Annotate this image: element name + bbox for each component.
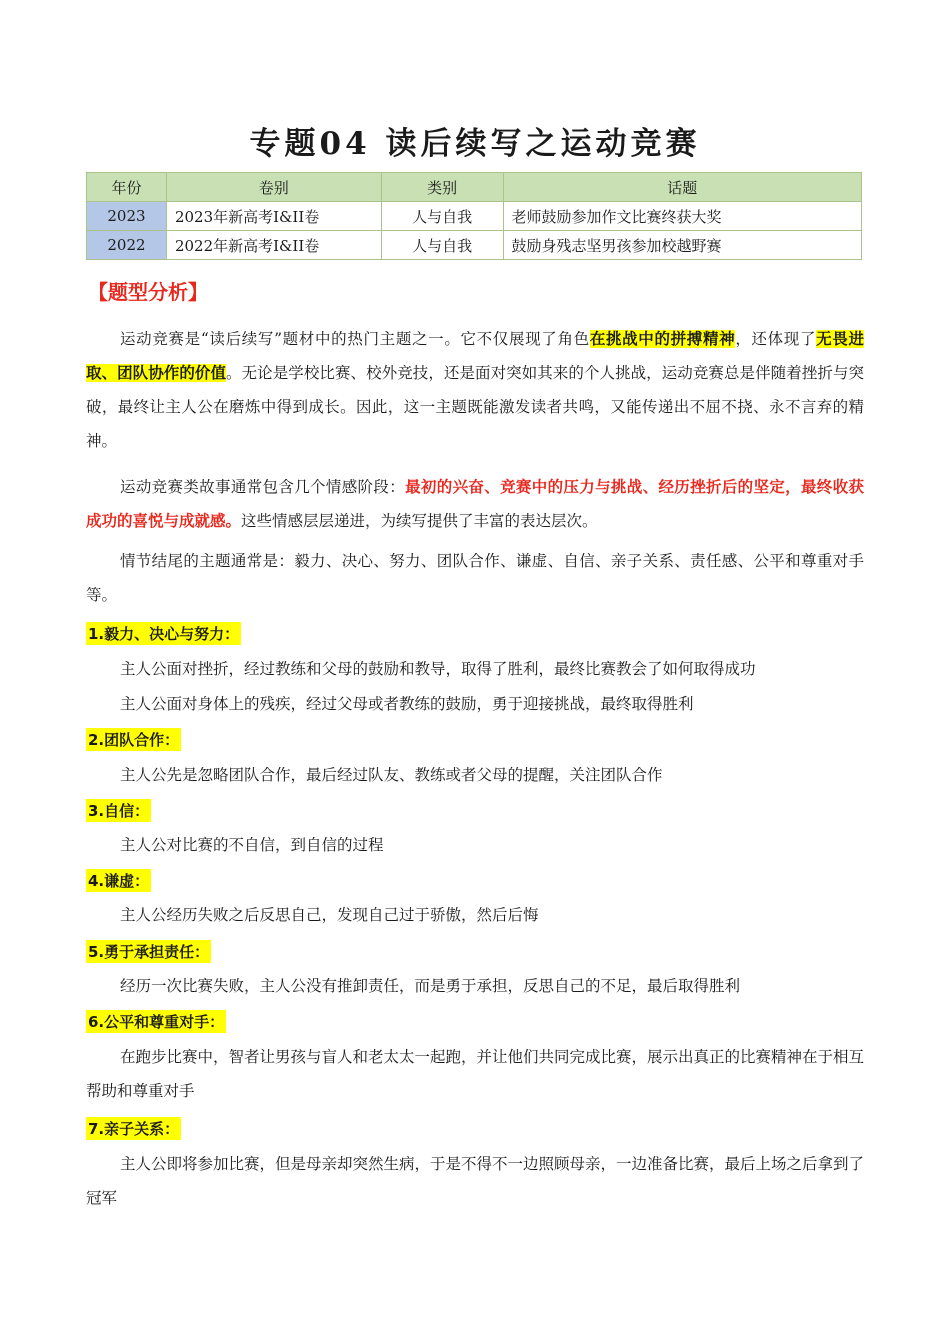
table-row	[87, 202, 862, 231]
emotion-paragraph	[86, 470, 864, 538]
table-cell-category: 人与自我	[381, 202, 503, 231]
theme-heading: 3.自信：	[86, 799, 151, 822]
table-cell-year: 2022	[87, 231, 167, 260]
table-header-row	[87, 173, 862, 202]
theme-line: 主人公对比赛的不自信，到自信的过程	[120, 836, 384, 854]
exam-topic-table	[86, 172, 862, 260]
table-header: 卷别	[166, 173, 381, 202]
table-cell-topic: 鼓励身残志坚男孩参加校越野赛	[503, 231, 861, 260]
theme-line: 在跑步比赛中，智者让男孩与盲人和老太太一起跑，并让他们共同完成比赛，展示出真正的比赛精神在于相互帮助和尊重对手	[86, 1048, 865, 1100]
theme-line: 主人公面对挫折，经过教练和父母的鼓励和教导，取得了胜利，最终比赛教会了如何取得成功	[120, 660, 756, 678]
section-heading: 【题型分析】	[88, 280, 208, 304]
intro-text: ，还体现了	[735, 330, 817, 348]
theme-heading: 1.毅力、决心与努力：	[86, 622, 241, 645]
theme-heading: 5.勇于承担责任：	[86, 940, 211, 963]
table-header: 年份	[87, 173, 167, 202]
emotion-text: 这些情感层层递进，为续写提供了丰富的表达层次。	[241, 512, 598, 530]
theme-heading: 2.团队合作：	[86, 728, 181, 751]
intro-text: 运动竞赛是“读后续写”题材中的热门主题之一。它不仅展现了角色	[120, 330, 590, 348]
page-title: 专题04 读后续写之运动竞赛	[249, 126, 701, 162]
table-header: 话题	[503, 173, 861, 202]
theme-line: 经历一次比赛失败，主人公没有推卸责任，而是勇于承担，反思自己的不足，最后取得胜利	[120, 977, 741, 995]
table-cell-topic: 老师鼓励参加作文比赛终获大奖	[503, 202, 861, 231]
highlight-text: 在挑战中的拼搏精神	[589, 330, 736, 348]
table-cell-paper: 2023年新高考I&II卷	[166, 202, 381, 231]
theme-line: 主人公即将参加比赛，但是母亲却突然生病，于是不得不一边照顾母亲，一边准备比赛，最后上场之后拿到了冠军	[86, 1155, 865, 1207]
theme-heading: 4.谦虚：	[86, 869, 151, 892]
table-cell-category: 人与自我	[381, 231, 503, 260]
intro-paragraph	[86, 322, 864, 458]
emotion-text: 运动竞赛类故事通常包含几个情感阶段：	[120, 478, 406, 496]
table-cell-paper: 2022年新高考I&II卷	[166, 231, 381, 260]
emotion-stages-text: 最初的兴奋、竞赛中的压力与挑战、经历挫折后的坚定，最终收获成功的喜悦与成就感。	[86, 478, 864, 530]
theme-heading: 6.公平和尊重对手：	[86, 1010, 226, 1033]
intro-text: 。无论是学校比赛、校外竞技，还是面对突如其来的个人挑战，运动竞赛总是伴随着挫折与突破，最终让主人公在磨炼中得到成长。因此，这一主题既能激发读者共鸣，又能传递出不屈不挠、永不言弃的精神。	[86, 364, 864, 450]
table-row	[87, 231, 862, 260]
theme-line: 主人公先是忽略团队合作，最后经过队友、教练或者父母的提醒，关注团队合作	[120, 766, 663, 784]
themes-paragraph: 情节结尾的主题通常是：毅力、决心、努力、团队合作、谦虚、自信、亲子关系、责任感、公平和尊重对手等。	[86, 552, 864, 604]
theme-heading: 7.亲子关系：	[86, 1117, 181, 1140]
table-cell-year: 2023	[87, 202, 167, 231]
highlight-text: 无畏进取、团队协作的价值	[86, 330, 864, 382]
theme-line: 主人公经历失败之后反思自己，发现自己过于骄傲，然后后悔	[120, 906, 539, 924]
table-header: 类别	[381, 173, 503, 202]
theme-line: 主人公面对身体上的残疾，经过父母或者教练的鼓励，勇于迎接挑战，最终取得胜利	[120, 695, 694, 713]
